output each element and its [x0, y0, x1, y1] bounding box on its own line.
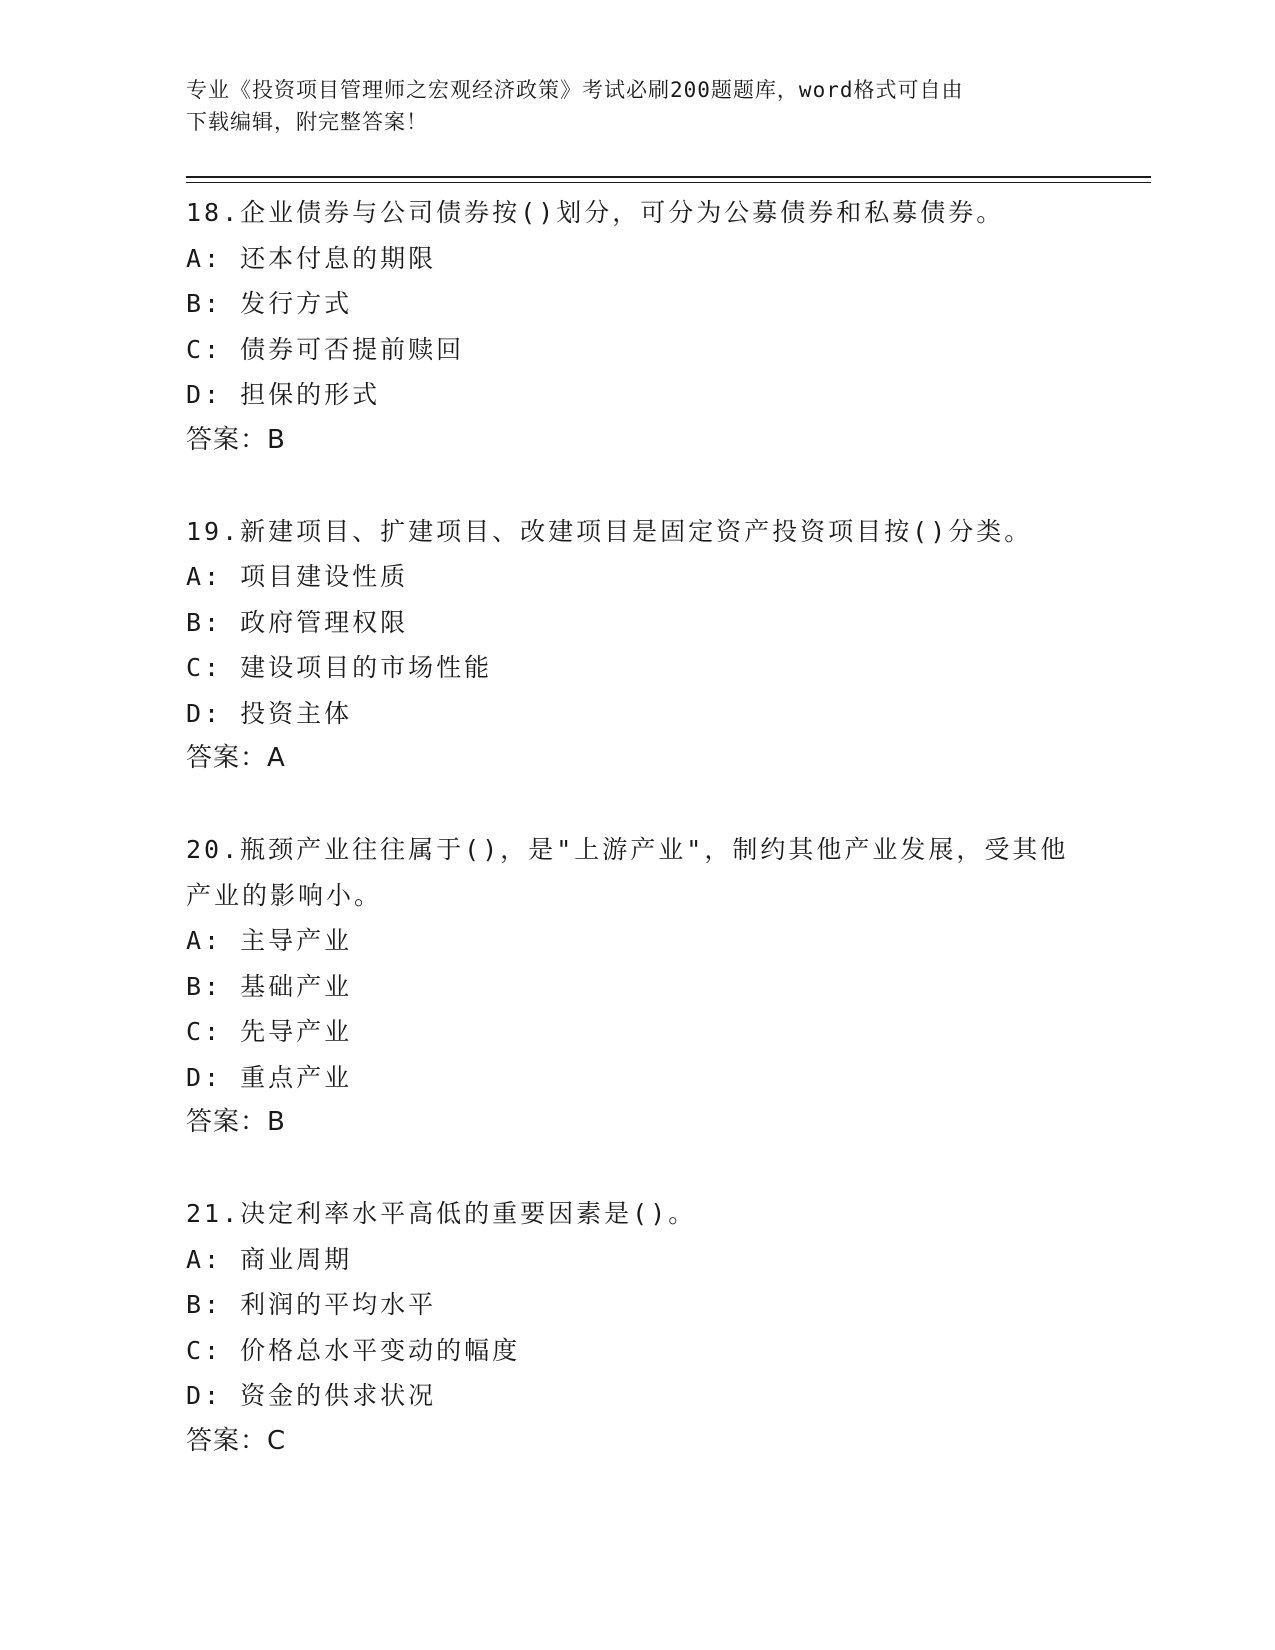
header-line-2: 下载编辑，附完整答案！ [186, 110, 428, 134]
header-divider-thick [186, 176, 1151, 178]
option-d: D: 担保的形式 [186, 380, 381, 409]
answer-line: 答案：C [186, 1425, 287, 1456]
question-spacer [186, 463, 1086, 509]
option-a: A: 项目建设性质 [186, 562, 409, 591]
answer-line: 答案：B [186, 424, 286, 455]
question-spacer [186, 1146, 1086, 1192]
question-21 [186, 1191, 1086, 1464]
question-20 [186, 827, 1086, 1146]
question-stem-continued: 产业的影响小。 [186, 880, 383, 910]
option-a: A: 还本付息的期限 [186, 243, 437, 273]
document-header [186, 74, 1066, 138]
option-c: C: 债券可否提前赎回 [186, 334, 465, 364]
option-b: B: 政府管理权限 [186, 607, 409, 637]
option-b: B: 利润的平均水平 [186, 1290, 437, 1319]
option-b: B: 发行方式 [186, 289, 353, 318]
question-spacer [186, 782, 1086, 828]
header-divider-thin [186, 182, 1151, 183]
question-stem: 21.决定利率水平高低的重要因素是()。 [186, 1199, 697, 1228]
option-d: D: 重点产业 [186, 1062, 353, 1092]
header-line-1: 专业《投资项目管理师之宏观经济政策》考试必刷200题题库，word格式可自由 [186, 78, 964, 102]
option-d: D: 投资主体 [186, 698, 353, 728]
option-a: A: 主导产业 [186, 926, 353, 955]
question-19 [186, 509, 1086, 782]
answer-line: 答案：B [186, 1107, 286, 1137]
question-list [186, 190, 1086, 1464]
option-c: C: 先导产业 [186, 1017, 353, 1046]
answer-line: 答案：A [186, 743, 286, 773]
option-c: C: 建设项目的市场性能 [186, 653, 493, 682]
question-stem: 20.瓶颈产业往往属于()，是"上游产业"，制约其他产业发展，受其他 [186, 835, 1069, 864]
option-b: B: 基础产业 [186, 971, 353, 1001]
option-c: C: 价格总水平变动的幅度 [186, 1335, 521, 1365]
option-d: D: 资金的供求状况 [186, 1381, 437, 1410]
option-a: A: 商业周期 [186, 1244, 353, 1274]
question-stem: 18.企业债券与公司债券按()划分，可分为公募债券和私募债券。 [186, 198, 1005, 227]
question-stem: 19.新建项目、扩建项目、改建项目是固定资产投资项目按()分类。 [186, 516, 1033, 546]
question-18 [186, 190, 1086, 463]
